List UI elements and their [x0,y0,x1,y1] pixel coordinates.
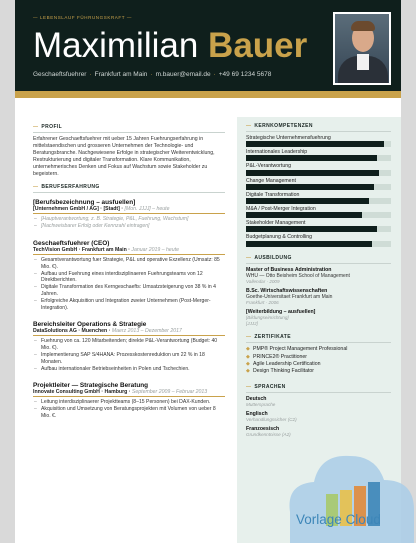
skills-list [246,135,391,247]
contact-location: Frankfurt am Main [94,71,148,78]
skill-bar-track [246,241,391,247]
certificates-heading: — ZERTIFIKATE [246,334,291,341]
certificate-item: ◆ PMP® Project Management Professional [246,346,348,353]
header-banner [15,0,401,91]
contact-email[interactable]: m.bauer@email.de [155,71,211,78]
watermark-brand: Vorlage Cloud [296,512,381,527]
certificate-item: ◆ PRINCE2® Practitioner [246,353,307,360]
degree-title: B.Sc. Wirtschaftswissenschaften [246,287,328,294]
diamond-bullet-icon: ◆ [246,361,250,368]
job-bullet: – [Nachweisbarer Erfolg oder Kennzahl eintragen] [33,223,225,230]
contact-role: Geschaeftsfuehrer [33,71,87,78]
job-divider [33,213,225,214]
contact-line [33,71,271,78]
job-bullet: – Digitale Transformation des Kerngeschaefts: Umsatzsteigerung von 38 % in 4 Jahren. [33,284,225,298]
skill-label: M&A / Post-Merger Integration [246,206,316,213]
job-bullet: – Aufbau internationaler Betriebseinheiten in Polen und Tschechien. [33,366,225,373]
language-level: Grundkenntnisse (A2) [246,432,291,438]
skill-bar-track [246,155,391,161]
certificate-item: ◆ Agile Leadership Certification [246,361,321,368]
education-item [246,267,391,285]
skill-bar [246,226,377,232]
job-bullet: – Implementierung SAP S/4HANA: Prozesskostenreduktion um 22 % in 18 Monaten. [33,352,225,366]
skill-bar [246,212,362,218]
job-company: Innovate Consulting GmbH · Hamburg · September 2009 – Februar 2013 [33,389,208,396]
skill-bar-track [246,198,391,204]
language-level: Muttersprache [246,402,276,408]
contact-phone: +49 69 1234 5678 [218,71,272,78]
header-tagline: — LEBENSLAUF FÜHRUNGSKRAFT — [33,15,132,20]
skill-bar [246,170,379,176]
job-company: TechVision GmbH · Frankfurt am Main · Januar 2019 – heute [33,247,180,254]
skill-label: P&L-Verantwortung [246,163,291,170]
degree-title: Master of Business Administration [246,266,332,273]
skill-label: Budgetplanung & Controlling [246,234,313,241]
job-entry [33,321,225,372]
certificate-item: ◆ Design Thinking Facilitator [246,368,315,375]
main-column [33,124,225,420]
profile-heading: — PROFIL [33,124,63,130]
job-company: DataSolutions AG · Muenchen · Maerz 2013 – Dezember 2017 [33,328,182,335]
education-item [246,288,391,306]
job-divider [33,254,225,255]
school-name: [Bildungseinrichtung] [246,315,289,321]
contact-separator: · [150,71,153,78]
job-bullet: – Akquisition und Umsetzung von Beratungsprojekten mit Volumen von ueber 8 Mio. €. [33,406,225,420]
skill-label: Digitale Transformation [246,191,300,198]
job-bullet: – [Hauptverantwortung, z. B. Strategie, P&L, Fuehrung, Wachstum] [33,216,225,223]
contact-separator: · [213,71,216,78]
job-divider [33,335,225,336]
last-name: Bauer [208,26,308,65]
languages-heading: — SPRACHEN [246,383,286,390]
skill-bar [246,184,374,190]
job-divider [33,396,225,397]
divider [246,131,391,132]
divider [246,392,391,393]
profile-photo [333,12,391,85]
language-name: Franzoesisch [246,425,280,432]
job-title: Projektleiter — Strategische Beratung [33,382,149,390]
skill-bar-track [246,212,391,218]
education-date: Frankfurt · 2006 [246,300,279,306]
language-name: Deutsch [246,395,267,402]
skill-label: Internationales Leadership [246,149,308,156]
skill-bar-track [246,170,391,176]
skill-bar [246,198,369,204]
skill-label: Stakeholder Management [246,220,306,227]
skill-bar-track [246,141,391,147]
job-bullet: – Erfolgreiche Akquisition und Integration zweier Unternehmen (Post-Merger-Integration). [33,298,225,312]
skill-label: Change Management [246,177,296,184]
job-title: [Berufsbezeichnung – ausfuellen] [33,199,136,207]
skill-bar-track [246,226,391,232]
divider [246,342,391,343]
candidate-name [33,27,307,65]
education-heading: — AUSBILDUNG [246,254,292,261]
skill-label: Strategische Unternehmensfuehrung [246,135,331,141]
job-title: Bereichsleiter Operations & Strategie [33,321,147,329]
school-name: Goethe-Universitaet Frankfurt am Main [246,294,333,301]
language-level: Verhandlungssicher (C2) [246,417,297,423]
diamond-bullet-icon: ◆ [246,353,250,360]
job-company: [Unternehmen GmbH / AG] · [Stadt] · [Mon. JJJJ] – heute [33,206,170,213]
watermark-cloud-icon [268,440,416,543]
job-bullet: – Gesamtverantwortung fuer Strategie, P&L und operative Exzellenz (Umsatz: 85 Mio. €). [33,257,225,271]
header-accent-stripe [15,91,401,98]
job-title: Geschaeftsfuehrer (CEO) [33,240,110,248]
diamond-bullet-icon: ◆ [246,368,250,375]
language-name: Englisch [246,410,268,417]
divider [33,132,225,133]
divider [33,192,225,193]
profile-text: Erfahrener Geschaeftsfuehrer mit ueber 15 Jahren Fuehrungserfahrung in mittelstaendischen und grosseren Unternehmen der Technologie- und Beratungsbranche. Nachgewiesene Erfolge in strategischer Weiterentwicklung, Restrukturierung und digitaler Transformation. Klare Kommunikation, unternehmerisches Denken und Fokus auf Wachstum sowie Stakeholder zu begeistern. [33,136,215,177]
diamond-bullet-icon: ◆ [246,346,250,353]
job-entry [33,382,225,419]
job-bullet: – Fuehrung von ca. 120 Mitarbeitenden; direkte P&L-Verantwortung (Budget: 40 Mio. €). [33,338,225,352]
education-item [246,309,391,327]
job-entry [33,240,225,311]
education-date: [JJJJ] [246,320,258,326]
divider [246,263,391,264]
skill-bar [246,155,377,161]
skill-bar [246,241,372,247]
job-entry [33,199,225,230]
experience-heading: — BERUFSERFAHRUNG [33,184,100,191]
education-date: Vallendar · 2009 [246,279,280,285]
degree-title: [Weiterbildung – ausfuellen] [246,308,316,315]
school-name: WHU — Otto Beisheim School of Management [246,273,350,280]
contact-separator: · [89,71,92,78]
skill-bar-track [246,184,391,190]
first-name: Maximilian [33,26,199,65]
skill-bar [246,141,384,147]
skills-heading: — KERNKOMPETENZEN [246,123,313,129]
job-bullet: – Aufbau und Fuehrung eines interdisziplinaeren Fuehrungsteams von 12 Direktberichten. [33,271,225,285]
job-bullet: – Leitung interdisziplinaerer Projektteams (8–15 Personen) bei DAX-Kunden. [33,399,225,406]
